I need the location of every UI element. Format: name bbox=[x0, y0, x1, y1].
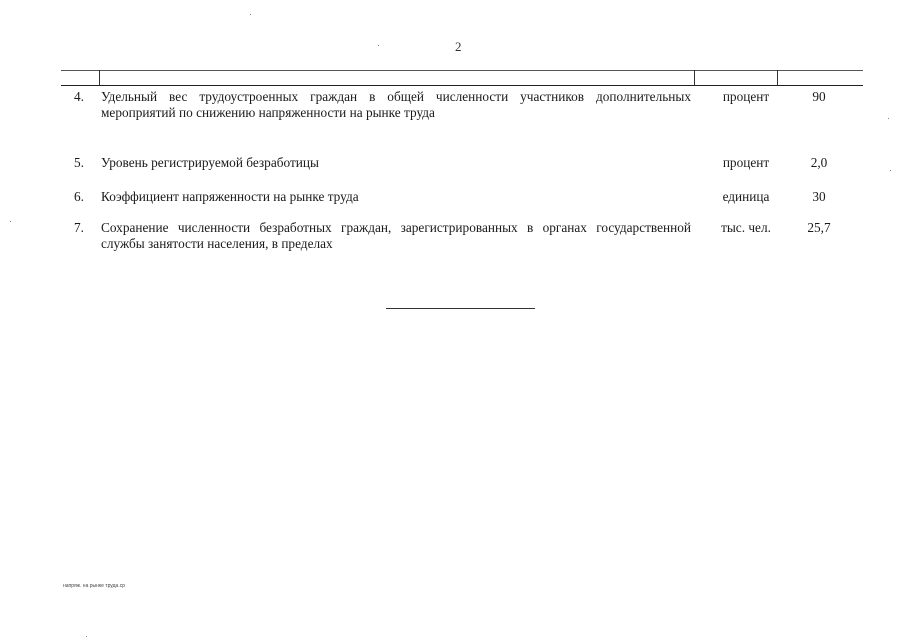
scan-speck bbox=[10, 221, 11, 222]
row-description: Уровень регистрируемой безработицы bbox=[101, 155, 319, 170]
row-unit: процент bbox=[722, 155, 770, 170]
column-divider bbox=[694, 70, 695, 85]
row-value: 30 bbox=[812, 189, 826, 204]
row-number: 4. bbox=[74, 89, 84, 104]
table-header-strip bbox=[61, 70, 863, 86]
row-description: Коэффициент напряженности на рынке труда bbox=[101, 189, 359, 204]
column-divider bbox=[99, 70, 100, 85]
scan-speck bbox=[250, 14, 251, 15]
row-description: Сохранение численности безработных граждан, зарегистрированных в органах государственной службы занятости населения, в пределах bbox=[101, 220, 691, 251]
scan-speck bbox=[890, 170, 891, 171]
column-divider bbox=[777, 70, 778, 85]
row-description: Удельный вес трудоустроенных граждан в общей численности участников дополнительных мероприятий по снижению напряженности на рынке труда bbox=[101, 89, 691, 120]
end-of-document-rule bbox=[386, 308, 535, 309]
row-value: 25,7 bbox=[807, 220, 831, 235]
row-number: 6. bbox=[74, 189, 84, 204]
row-number: 7. bbox=[74, 220, 84, 235]
row-value: 90 bbox=[812, 89, 826, 104]
row-number: 5. bbox=[74, 155, 84, 170]
scan-speck bbox=[86, 636, 87, 637]
footer-file-note: напряж. на рынке труда.ср bbox=[63, 583, 126, 589]
scan-speck bbox=[888, 118, 889, 119]
row-value: 2,0 bbox=[810, 155, 828, 170]
row-unit: тыс. чел. bbox=[721, 220, 771, 235]
row-unit: единица bbox=[722, 189, 770, 204]
page-number: 2 bbox=[455, 39, 462, 54]
scan-speck bbox=[378, 45, 379, 46]
row-unit: процент bbox=[722, 89, 770, 104]
